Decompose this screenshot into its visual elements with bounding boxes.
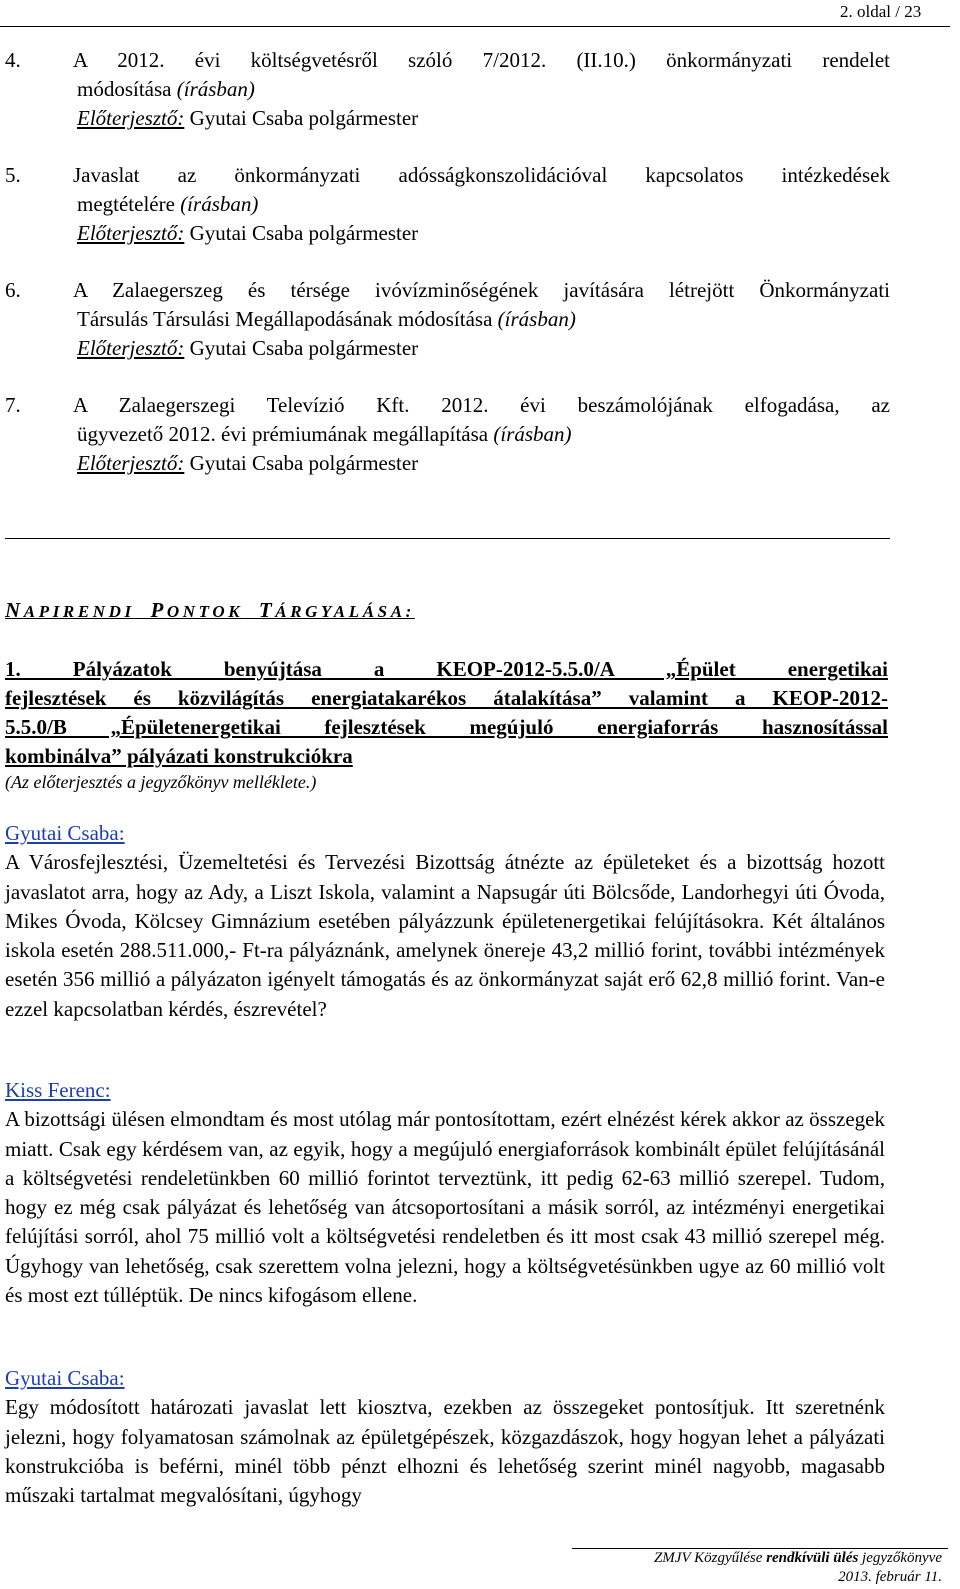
agenda-presenter: Előterjesztő: Gyutai Csaba polgármester xyxy=(77,221,419,245)
speech-text: A bizottsági ülésen elmondtam és most utólag már pontosítottam, ezért elnézést kérek akkor az összegek miatt. Csak egy kérdésem van, az egyik, hogy a megújuló energiaforrások kombinált épület felújításánál a költségvetési rendeletünkben 60 millió forintot terveztünk, itt pedig 62-63 millió szerepel. Tudom, hogy ez még csak pályázat és lehetőség van átcsoportosítani a másik sorról, az intézményi energetikai felújítási sorról, ahol 75 millió volt a költségvetési rendeletben és itt most csak 43 millió szerepel még. Úgyhogy van lehetőség, csak szerettem volna jelezni, hogy a költségvetésünkben ugye az 60 millió volt és most ezt túlléptük. De nincs kifogásom ellene. xyxy=(5,1107,885,1308)
agenda-title-cont: módosítása (írásban) xyxy=(77,77,255,101)
agenda-title: A Zalaegerszeg és térsége ivóvízminőségének javítására létrejött Önkormányzati xyxy=(73,278,890,302)
footer xyxy=(578,1549,942,1587)
speech-text: A Városfejlesztési, Üzemeltetési és Tervezési Bizottság átnézte az épületeket és a bizottság hozott javaslatot arra, hogy az Ady, a Liszt Iskola, valamint a Napsugár úti Bölcsőde, Landorhegyi úti Óvoda, Mikes Óvoda, Kölcsey Gimnázium esetében pályázzunk épületenergetikai felújításokra. Két általános iskola esetén 288.511.000,- Ft-ra pályáznánk, amelynek önereje 43,2 millió forint, további intézmények esetén 356 millió a pályázaton igényelt támogatás és az önkormányzat saját erő 62,8 millió forint. Van-e ezzel kapcsolatban kérdés, észrevétel? xyxy=(5,850,885,1021)
agenda-item-7 xyxy=(5,391,890,478)
agenda-item-4 xyxy=(5,46,890,133)
agenda-number: 4. xyxy=(5,48,21,72)
agenda-mode: (írásban) xyxy=(493,422,572,446)
agenda-title-cont: megtételére (írásban) xyxy=(77,192,259,216)
speech-2 xyxy=(5,1076,885,1310)
speaker-name: Gyutai Csaba: xyxy=(5,821,125,845)
agenda-number: 7. xyxy=(5,393,21,417)
agenda-point-1 xyxy=(5,655,888,793)
agenda-title: A 2012. évi költségvetésről szóló 7/2012. (II.10.) önkormányzati rendelet xyxy=(73,48,890,72)
speaker-name: Kiss Ferenc: xyxy=(5,1078,111,1102)
agenda-title-cont: Társulás Társulási Megállapodásának módosítása (írásban) xyxy=(77,307,576,331)
agenda-presenter: Előterjesztő: Gyutai Csaba polgármester xyxy=(77,451,419,475)
header-rule xyxy=(0,26,950,27)
speech-3 xyxy=(5,1364,885,1510)
agenda-number: 5. xyxy=(5,163,21,187)
page-number: 2. oldal / 23 xyxy=(840,2,922,21)
point-title-line: fejlesztések és közvilágítás energiatakarékos átalakítása” valamint a KEOP-2012- xyxy=(5,686,888,710)
agenda-list xyxy=(5,46,890,478)
speech-text: Egy módosított határozati javaslat lett kiosztva, ezekben az összegeket pontosítjuk. Itt szeretnénk jelezni, hogy folyamatosan számolnak az épületgépészek, közgazdászok, hogy hogyan lehet a pályázati konstrukcióba is beférni, minél több pénzt elhozni és lehetőség szerint minél nagyobb, magasabb műszaki tartalmat megvalósítani, úgyhogy xyxy=(5,1395,885,1508)
agenda-mode: (írásban) xyxy=(176,77,255,101)
agenda-mode: (írásban) xyxy=(180,192,259,216)
agenda-item-5 xyxy=(5,161,890,248)
footer-title: ZMJV Közgyűlése rendkívüli ülés jegyzőkönyve xyxy=(653,1550,942,1566)
agenda-item-6 xyxy=(5,276,890,363)
section-title: NAPIRENDI PONTOK TÁRGYALÁSA: xyxy=(5,598,415,622)
point-title-line: kombinálva” pályázati konstrukciókra xyxy=(5,744,353,768)
agenda-presenter: Előterjesztő: Gyutai Csaba polgármester xyxy=(77,106,419,130)
point-title-line: 1. Pályázatok benyújtása a KEOP-2012-5.5.0/A „Épület energetikai xyxy=(5,657,888,681)
speech-1 xyxy=(5,819,885,1024)
point-title-line: 5.5.0/B „Épületenergetikai fejlesztések megújuló energiaforrás hasznosítással xyxy=(5,715,888,739)
agenda-presenter: Előterjesztő: Gyutai Csaba polgármester xyxy=(77,336,419,360)
footer-date: 2013. február 11. xyxy=(838,1569,942,1585)
agenda-title: A Zalaegerszegi Televízió Kft. 2012. évi beszámolójának elfogadása, az xyxy=(73,393,890,417)
agenda-title-cont: ügyvezető 2012. évi prémiumának megállapítása (írásban) xyxy=(77,422,572,446)
agenda-number: 6. xyxy=(5,278,21,302)
section-separator xyxy=(5,538,890,539)
speaker-name: Gyutai Csaba: xyxy=(5,1366,125,1390)
agenda-mode: (írásban) xyxy=(497,307,576,331)
agenda-title: Javaslat az önkormányzati adósságkonszolidációval kapcsolatos intézkedések xyxy=(73,163,890,187)
attachment-note: (Az előterjesztés a jegyzőkönyv melléklete.) xyxy=(5,772,317,792)
